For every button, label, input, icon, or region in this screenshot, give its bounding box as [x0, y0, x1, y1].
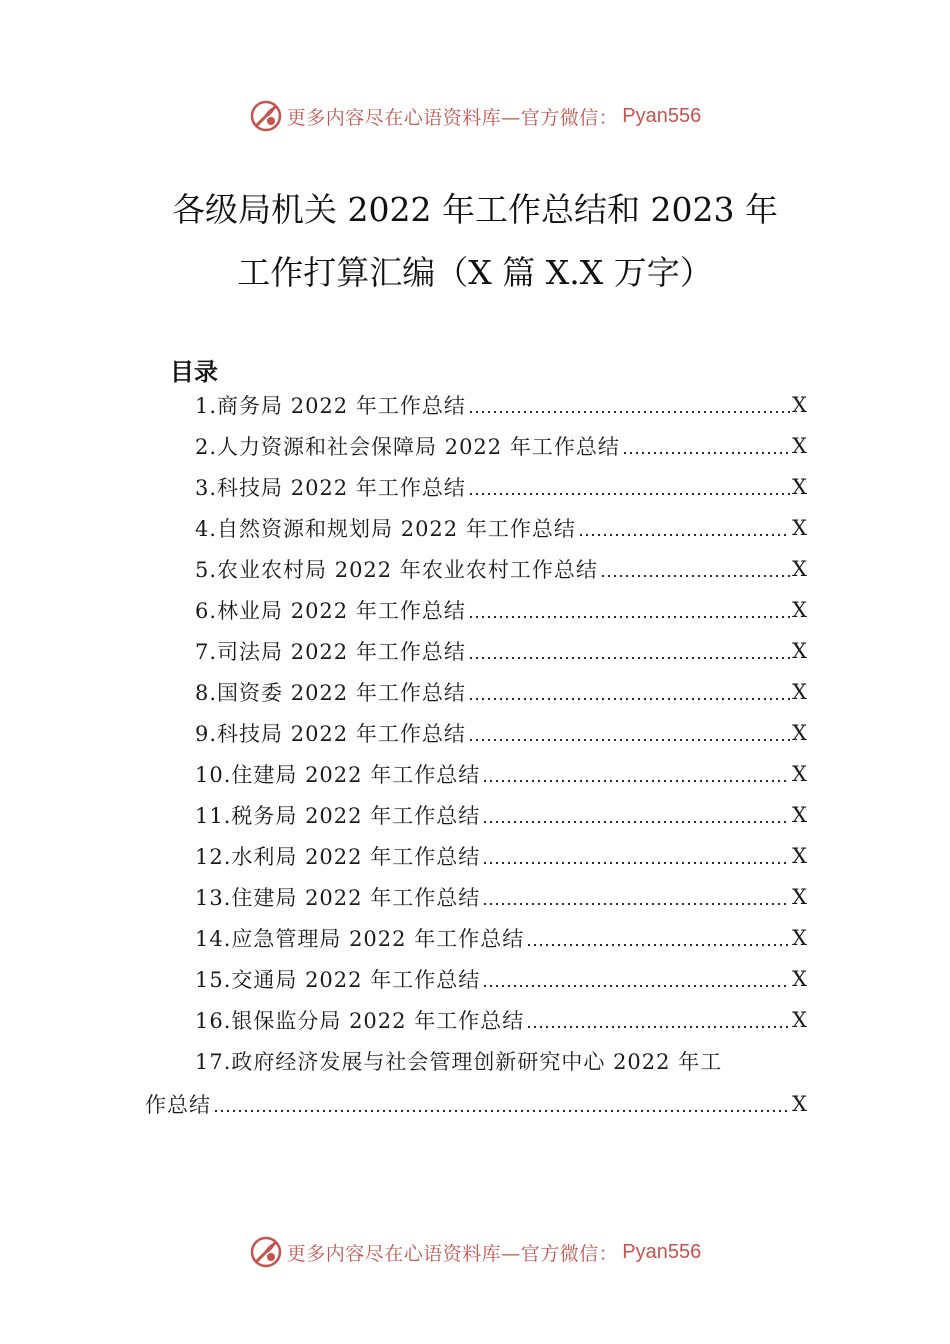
document-title-line-1: 各级局机关 2022 年工作总结和 2023 年: [172, 190, 778, 229]
header-watermark: [0, 96, 950, 136]
dot-leader: [578, 534, 790, 536]
toc-item-17-line-2[interactable]: [145, 1083, 807, 1124]
toc-item-17-line-1[interactable]: 17.政府经济发展与社会管理创新研究中心 2022 年工: [195, 1050, 723, 1074]
toc-item-label: 10.住建局 2022 年工作总结: [195, 762, 481, 787]
dot-leader: [213, 1110, 790, 1112]
toc-item[interactable]: [195, 425, 807, 466]
dot-leader: [482, 821, 790, 823]
toc-item-page: X: [792, 966, 807, 991]
dot-leader: [468, 657, 790, 659]
footer-watermark: [0, 1232, 950, 1272]
toc-item-page: X: [792, 884, 807, 909]
dot-leader: [622, 452, 790, 454]
toc-item[interactable]: [195, 794, 807, 835]
toc-item-label: 15.交通局 2022 年工作总结: [195, 967, 481, 992]
watermark-wechat-id: Pyan556: [622, 104, 702, 127]
document-title-line-2: 工作打算汇编（X 篇 X.X 万字）: [237, 253, 713, 292]
watermark-text: 更多内容尽在心语资料库—官方微信：: [286, 106, 619, 129]
toc-item-label: 2.人力资源和社会保障局 2022 年工作总结: [195, 434, 620, 459]
toc-item[interactable]: [195, 712, 807, 753]
toc-item-page: X: [792, 433, 807, 458]
toc-heading: 目录: [170, 358, 218, 386]
dot-leader: [482, 985, 790, 987]
dot-leader: [468, 411, 790, 413]
toc-item-label: 3.科技局 2022 年工作总结: [195, 475, 466, 500]
dot-leader: [468, 698, 790, 700]
toc-item[interactable]: [195, 999, 807, 1040]
toc-item-page: X: [792, 392, 807, 417]
toc-item[interactable]: [195, 548, 807, 589]
dot-leader: [482, 780, 790, 782]
dot-leader: [468, 493, 790, 495]
toc-item-label: 14.应急管理局 2022 年工作总结: [195, 926, 525, 951]
toc-item-page: X: [792, 761, 807, 786]
toc-item[interactable]: [195, 835, 807, 876]
toc-item-page: X: [792, 597, 807, 622]
toc-item-label: 11.税务局 2022 年工作总结: [195, 803, 481, 828]
toc-item-page: X: [792, 925, 807, 950]
toc-item[interactable]: [195, 589, 807, 630]
toc-item-label: 1.商务局 2022 年工作总结: [195, 393, 466, 418]
toc-item[interactable]: [195, 466, 807, 507]
dot-leader: [526, 1026, 790, 1028]
toc-item-label: 7.司法局 2022 年工作总结: [195, 639, 466, 664]
toc-item-label: 16.银保监分局 2022 年工作总结: [195, 1008, 525, 1033]
watermark-wechat-id: Pyan556: [622, 1240, 702, 1263]
toc-item-page: X: [792, 1091, 807, 1116]
toc-item[interactable]: [195, 671, 807, 712]
toc-item-page: X: [792, 638, 807, 663]
toc-item[interactable]: [195, 630, 807, 671]
toc-item-label: 13.住建局 2022 年工作总结: [195, 885, 481, 910]
toc-item-page: X: [792, 720, 807, 745]
toc-item-label: 9.科技局 2022 年工作总结: [195, 721, 466, 746]
toc-item-label: 5.农业农村局 2022 年农业农村工作总结: [195, 557, 598, 582]
toc-item-page: X: [792, 843, 807, 868]
toc-item-page: X: [792, 515, 807, 540]
toc-item[interactable]: [195, 958, 807, 999]
toc-item[interactable]: [195, 917, 807, 958]
feather-pen-logo-icon: [249, 1235, 283, 1269]
toc-item-label: 8.国资委 2022 年工作总结: [195, 680, 466, 705]
dot-leader: [526, 944, 790, 946]
toc-item-label: 6.林业局 2022 年工作总结: [195, 598, 466, 623]
toc-item[interactable]: [195, 876, 807, 917]
toc-item-page: X: [792, 1007, 807, 1032]
dot-leader: [468, 616, 790, 618]
toc-item-label: 作总结: [145, 1092, 211, 1117]
toc-item[interactable]: [195, 384, 807, 425]
feather-pen-logo-icon: [249, 99, 283, 133]
toc-item-label: 12.水利局 2022 年工作总结: [195, 844, 481, 869]
toc-item-page: X: [792, 556, 807, 581]
toc-item-page: X: [792, 474, 807, 499]
toc-item[interactable]: [195, 507, 807, 548]
toc-item-page: X: [792, 679, 807, 704]
toc-item-label: 4.自然资源和规划局 2022 年工作总结: [195, 516, 576, 541]
toc-item[interactable]: [195, 753, 807, 794]
dot-leader: [482, 903, 790, 905]
dot-leader: [600, 575, 790, 577]
toc-item-page: X: [792, 802, 807, 827]
dot-leader: [468, 739, 790, 741]
dot-leader: [482, 862, 790, 864]
watermark-text: 更多内容尽在心语资料库—官方微信：: [286, 1242, 619, 1265]
